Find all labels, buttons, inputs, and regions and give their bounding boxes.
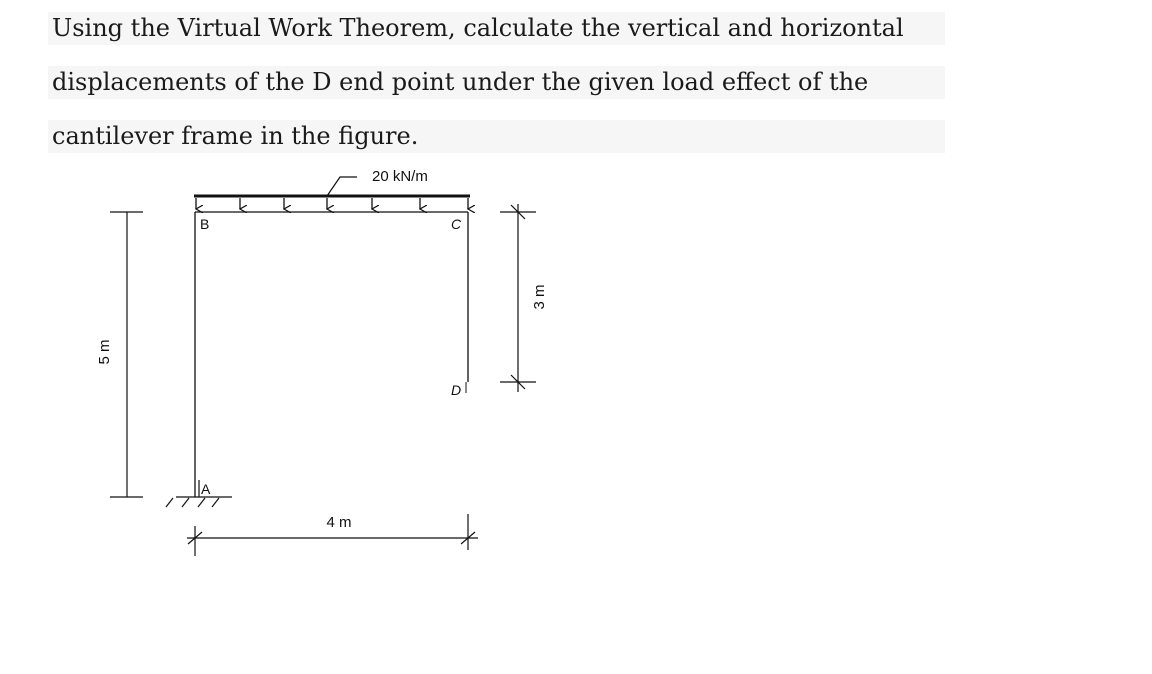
question-line-2: displacements of the D end point under the given load effect of the (48, 66, 945, 99)
load-leader-line (327, 177, 357, 196)
fixed-support (166, 480, 232, 507)
support-hatch-3 (198, 498, 205, 507)
dim-label-5m: 5 m (96, 339, 113, 365)
frame-members (195, 212, 468, 497)
question-line-1: Using the Virtual Work Theorem, calculate the vertical and horizontal (48, 12, 945, 45)
support-hatch-4 (212, 498, 219, 507)
question-line-3: cantilever frame in the figure. (48, 120, 945, 153)
dim-label-3m: 3 m (531, 284, 548, 310)
node-label-c: C (451, 216, 462, 232)
node-label-d: D (451, 382, 462, 398)
node-label-b: B (200, 216, 210, 232)
distributed-load (194, 177, 470, 209)
dim-label-4m: 4 m (326, 514, 352, 531)
load-label: 20 kN/m (372, 168, 428, 185)
dimension-total-height (110, 212, 143, 497)
node-label-a: A (201, 481, 211, 497)
support-hatch-1 (166, 498, 173, 507)
support-hatch-2 (182, 498, 189, 507)
